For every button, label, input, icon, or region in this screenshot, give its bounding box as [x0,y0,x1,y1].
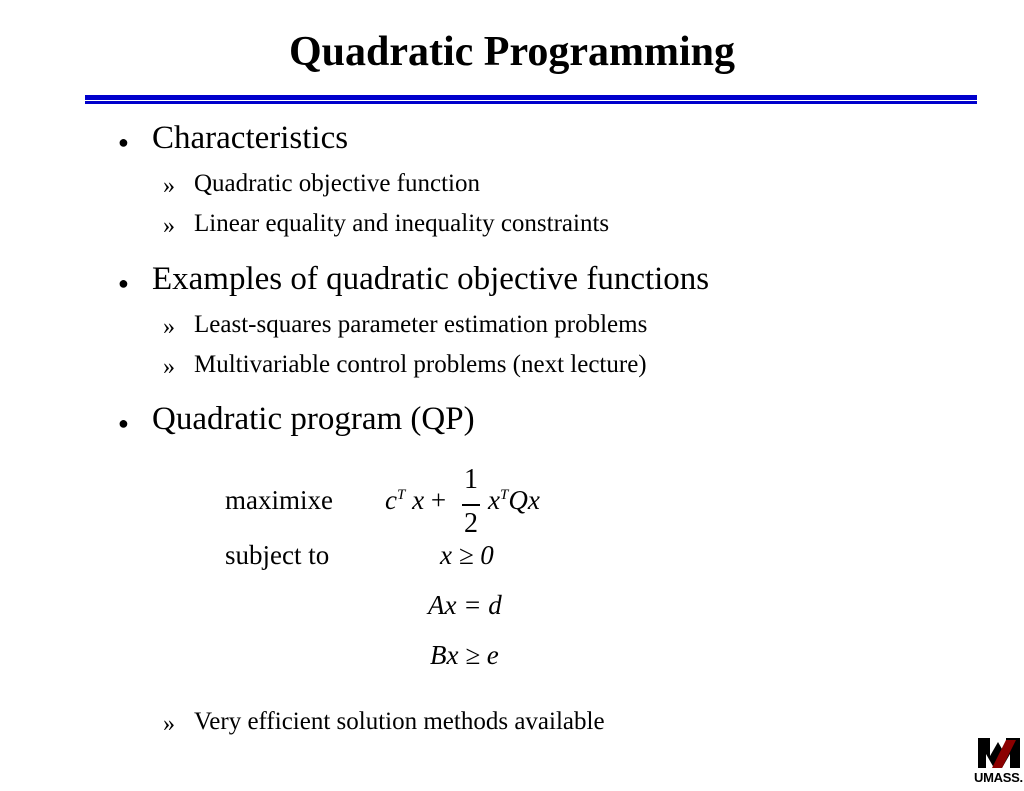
objective-label: maximixe [225,485,333,515]
constraint-equality: Ax = d [428,590,502,620]
list-item: Very efficient solution methods available [194,708,605,735]
sub-bullet-icon: » [163,314,175,340]
fraction-numerator: 1 [464,464,478,495]
objective-expression: $c^T$ x + [385,485,447,515]
objective-quadratic-term: $x^TQx$ [488,485,540,515]
fraction-bar [462,504,480,506]
section-heading-examples: Examples of quadratic objective functions [152,261,710,297]
sub-bullet-icon: » [163,173,175,199]
sub-bullet-icon: » [163,354,175,380]
title-rule-bottom [85,101,977,104]
list-item: Linear equality and inequality constraints [194,210,610,237]
bullet-icon: ● [118,413,129,433]
bullet-icon: ● [118,273,129,293]
slide-title: Quadratic Programming [288,29,735,75]
list-item: Least-squares parameter estimation problems [194,311,648,338]
constraint-label: subject to [225,540,330,570]
section-heading-characteristics: Characteristics [152,120,349,156]
sub-bullet-icon: » [163,711,175,737]
title-rule-top [85,95,977,100]
constraint-inequality: Bx ≥ e [430,640,499,670]
sub-bullet-icon: » [163,213,175,239]
umass-logo-text: UMASS. [974,770,1023,785]
list-item: Quadratic objective function [194,170,480,197]
bullet-icon: ● [118,132,129,152]
section-heading-qp: Quadratic program (QP) [152,401,475,437]
constraint-nonnegativity: x ≥ 0 [440,540,494,570]
list-item: Multivariable control problems (next lecture) [194,351,647,378]
fraction-denominator: 2 [464,508,478,539]
